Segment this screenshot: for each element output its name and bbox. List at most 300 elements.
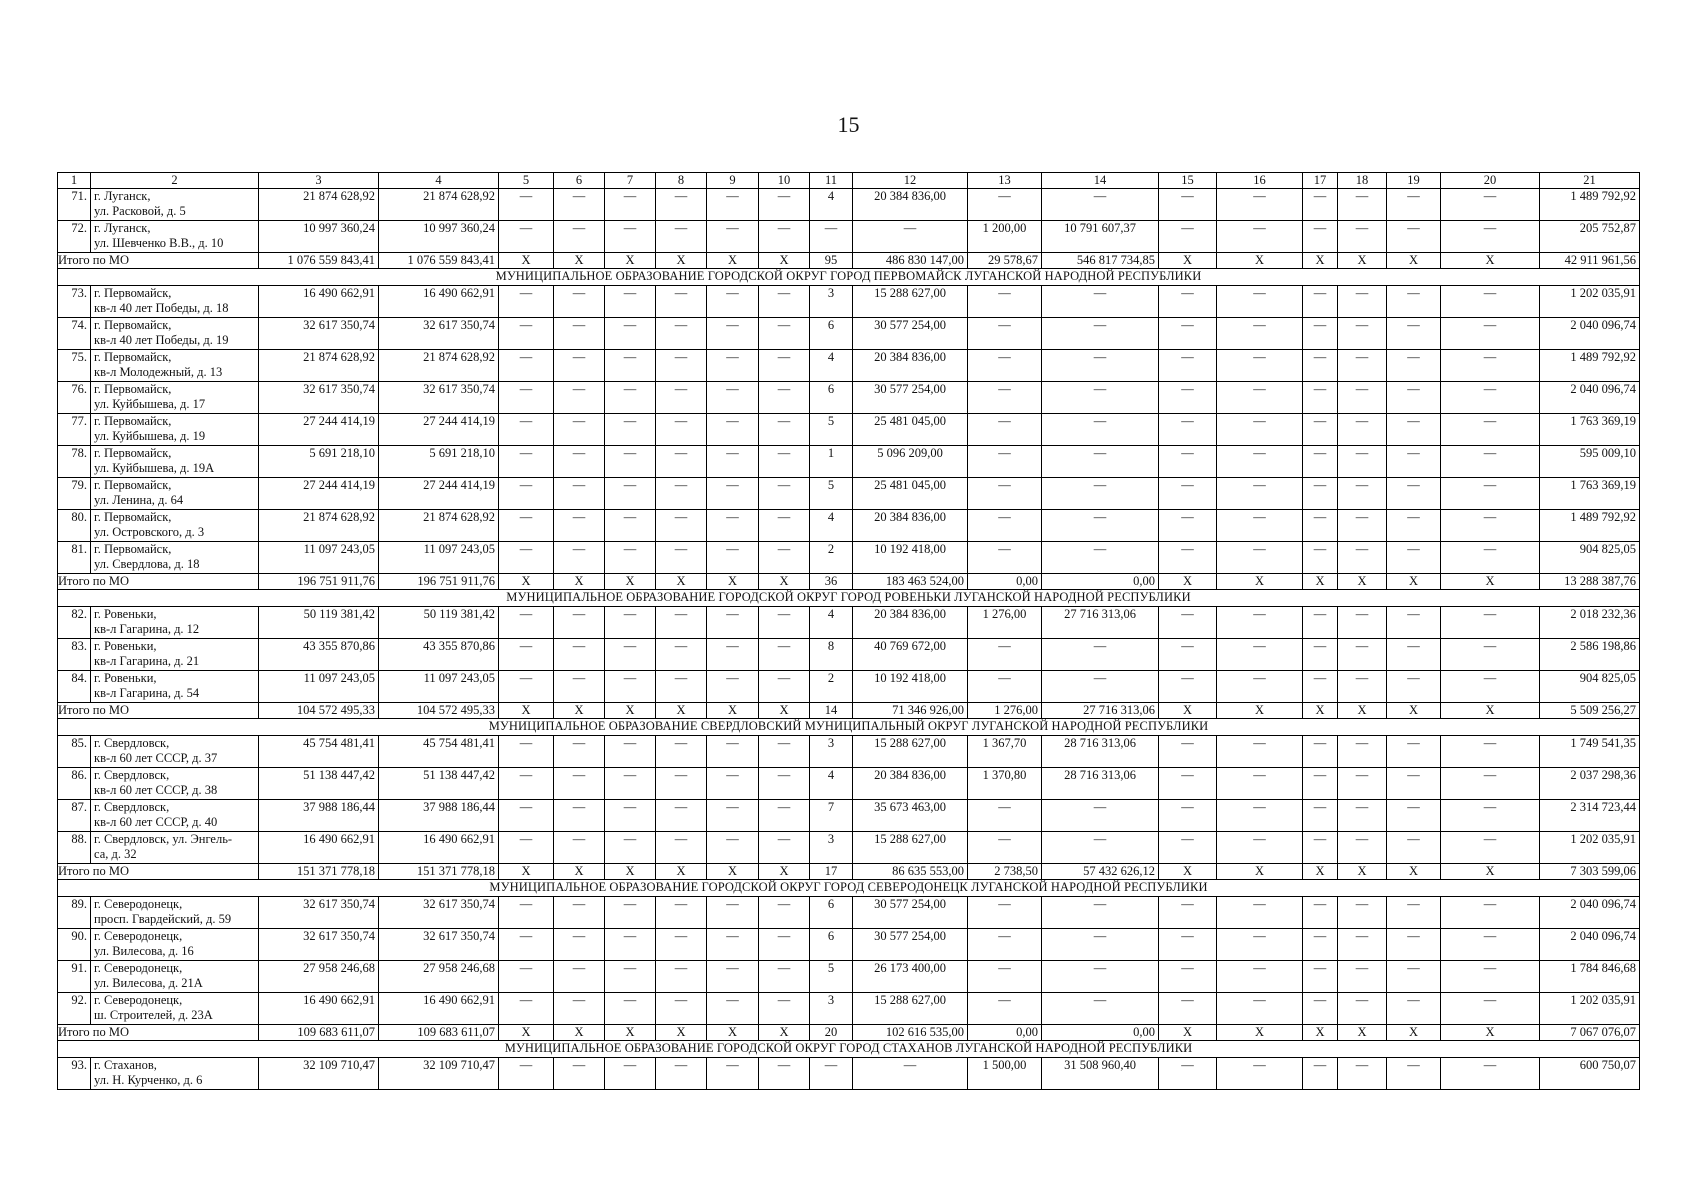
cell-col-19: — (1387, 929, 1441, 961)
address-line: ул. Вилесова, д. 16 (94, 944, 194, 958)
cell-col-8: — (656, 768, 707, 800)
address-line: кв-л 40 лет Победы, д. 19 (94, 333, 229, 347)
cell-col-14: — (1042, 286, 1159, 318)
cell-col-15: — (1159, 414, 1217, 446)
address-cell (91, 768, 259, 800)
row-number: 87. (58, 800, 91, 832)
cell-col-19: X (1387, 864, 1441, 880)
cell-col-13: 1 370,80 (968, 768, 1042, 800)
cell-col-13: 0,00 (968, 1025, 1042, 1041)
cell-col-15: — (1159, 607, 1217, 639)
cell-col-3: 10 997 360,24 (259, 221, 379, 253)
cell-col-3: 45 754 481,41 (259, 736, 379, 768)
cell-col-15: — (1159, 510, 1217, 542)
cell-col-11: 3 (810, 286, 853, 318)
cell-col-10: — (759, 478, 810, 510)
row-number: 76. (58, 382, 91, 414)
cell-col-16: — (1217, 671, 1303, 703)
total-label: Итого по МО (58, 864, 259, 880)
address-cell (91, 607, 259, 639)
cell-col-21: 2 040 096,74 (1540, 382, 1640, 414)
cell-col-19: — (1387, 350, 1441, 382)
cell-col-15: X (1159, 574, 1217, 590)
cell-col-13: — (968, 446, 1042, 478)
cell-col-21: 1 489 792,92 (1540, 510, 1640, 542)
row-number: 72. (58, 221, 91, 253)
cell-col-14: — (1042, 350, 1159, 382)
cell-col-21: 2 018 232,36 (1540, 607, 1640, 639)
cell-col-4: 27 958 246,68 (379, 961, 499, 993)
cell-col-9: — (707, 639, 759, 671)
cell-col-15: — (1159, 768, 1217, 800)
row-number: 82. (58, 607, 91, 639)
cell-col-19: — (1387, 318, 1441, 350)
column-number-10: 10 (759, 173, 810, 189)
column-number-13: 13 (968, 173, 1042, 189)
cell-col-12: 15 288 627,00 (853, 993, 968, 1025)
column-number-9: 9 (707, 173, 759, 189)
cell-col-4: 5 691 218,10 (379, 446, 499, 478)
cell-col-17: — (1303, 542, 1338, 574)
cell-col-13: 1 500,00 (968, 1058, 1042, 1090)
cell-col-16: — (1217, 221, 1303, 253)
column-number-8: 8 (656, 173, 707, 189)
cell-col-21: 42 911 961,56 (1540, 253, 1640, 269)
cell-col-18: — (1338, 382, 1387, 414)
address-line: кв-л Молодежный, д. 13 (94, 365, 223, 379)
cell-col-6: X (554, 864, 605, 880)
cell-col-13: 1 200,00 (968, 221, 1042, 253)
cell-col-18: X (1338, 864, 1387, 880)
column-number-1: 1 (58, 173, 91, 189)
cell-col-18: — (1338, 800, 1387, 832)
cell-col-13: — (968, 350, 1042, 382)
cell-col-10: — (759, 542, 810, 574)
cell-col-5: X (499, 864, 554, 880)
cell-col-18: — (1338, 510, 1387, 542)
address-line: г. Первомайск, (94, 510, 172, 524)
cell-col-8: — (656, 607, 707, 639)
cell-col-3: 32 109 710,47 (259, 1058, 379, 1090)
cell-col-4: 21 874 628,92 (379, 350, 499, 382)
cell-col-14: — (1042, 510, 1159, 542)
cell-col-8: — (656, 510, 707, 542)
cell-col-19: X (1387, 253, 1441, 269)
address-cell (91, 221, 259, 253)
cell-col-15: — (1159, 1058, 1217, 1090)
table-row (58, 736, 1640, 768)
cell-col-14: — (1042, 993, 1159, 1025)
cell-col-8: — (656, 478, 707, 510)
cell-col-21: 13 288 387,76 (1540, 574, 1640, 590)
cell-col-3: 11 097 243,05 (259, 671, 379, 703)
row-number: 89. (58, 897, 91, 929)
address-line: г. Ровеньки, (94, 639, 157, 653)
cell-col-18: — (1338, 286, 1387, 318)
cell-col-17: — (1303, 736, 1338, 768)
cell-col-21: 2 040 096,74 (1540, 929, 1640, 961)
cell-col-6: — (554, 736, 605, 768)
cell-col-16: X (1217, 864, 1303, 880)
total-row (58, 253, 1640, 269)
cell-col-8: — (656, 446, 707, 478)
cell-col-7: — (605, 286, 656, 318)
cell-col-5: X (499, 253, 554, 269)
cell-col-19: X (1387, 703, 1441, 719)
cell-col-21: 1 489 792,92 (1540, 189, 1640, 221)
cell-col-5: — (499, 897, 554, 929)
cell-col-17: — (1303, 607, 1338, 639)
cell-col-10: — (759, 639, 810, 671)
cell-col-13: — (968, 286, 1042, 318)
cell-col-9: — (707, 961, 759, 993)
cell-col-11: 8 (810, 639, 853, 671)
cell-col-18: — (1338, 414, 1387, 446)
cell-col-7: — (605, 221, 656, 253)
address-line: г. Первомайск, (94, 286, 172, 300)
cell-col-11: 4 (810, 189, 853, 221)
cell-col-10: — (759, 350, 810, 382)
cell-col-12: 30 577 254,00 (853, 318, 968, 350)
cell-col-17: — (1303, 221, 1338, 253)
cell-col-12: — (853, 221, 968, 253)
cell-col-11: 20 (810, 1025, 853, 1041)
cell-col-21: 1 763 369,19 (1540, 478, 1640, 510)
cell-col-5: — (499, 1058, 554, 1090)
cell-col-12: 20 384 836,00 (853, 768, 968, 800)
table-body (58, 189, 1640, 1090)
cell-col-10: — (759, 832, 810, 864)
cell-col-20: X (1441, 253, 1540, 269)
cell-col-9: — (707, 929, 759, 961)
cell-col-19: — (1387, 639, 1441, 671)
cell-col-11: 4 (810, 350, 853, 382)
cell-col-3: 21 874 628,92 (259, 189, 379, 221)
cell-col-20: — (1441, 446, 1540, 478)
cell-col-15: — (1159, 189, 1217, 221)
section-heading: МУНИЦИПАЛЬНОЕ ОБРАЗОВАНИЕ ГОРОДСКОЙ ОКРУГ ГОРОД СТАХАНОВ ЛУГАНСКОЙ НАРОДНОЙ РЕСПУБЛИКИ (58, 1041, 1640, 1058)
address-line: ул. Свердлова, д. 18 (94, 557, 200, 571)
cell-col-20: X (1441, 1025, 1540, 1041)
row-number: 90. (58, 929, 91, 961)
cell-col-9: — (707, 446, 759, 478)
column-number-row (58, 173, 1640, 189)
cell-col-8: — (656, 671, 707, 703)
cell-col-5: — (499, 832, 554, 864)
cell-col-7: X (605, 1025, 656, 1041)
cell-col-19: — (1387, 510, 1441, 542)
cell-col-6: — (554, 961, 605, 993)
cell-col-10: X (759, 864, 810, 880)
cell-col-13: 1 276,00 (968, 703, 1042, 719)
table-row (58, 478, 1640, 510)
cell-col-5: — (499, 414, 554, 446)
cell-col-18: X (1338, 253, 1387, 269)
cell-col-9: — (707, 671, 759, 703)
cell-col-12: 15 288 627,00 (853, 286, 968, 318)
cell-col-18: — (1338, 318, 1387, 350)
address-cell (91, 993, 259, 1025)
total-label: Итого по МО (58, 703, 259, 719)
table-row (58, 414, 1640, 446)
section-heading: МУНИЦИПАЛЬНОЕ ОБРАЗОВАНИЕ ГОРОДСКОЙ ОКРУГ ГОРОД РОВЕНЬКИ ЛУГАНСКОЙ НАРОДНОЙ РЕСПУБЛИКИ (58, 590, 1640, 607)
cell-col-20: — (1441, 478, 1540, 510)
cell-col-19: — (1387, 800, 1441, 832)
cell-col-8: X (656, 253, 707, 269)
cell-col-13: 0,00 (968, 574, 1042, 590)
cell-col-21: 2 040 096,74 (1540, 318, 1640, 350)
cell-col-10: — (759, 286, 810, 318)
column-number-16: 16 (1217, 173, 1303, 189)
cell-col-8: — (656, 318, 707, 350)
cell-col-6: — (554, 639, 605, 671)
cell-col-4: 32 617 350,74 (379, 382, 499, 414)
cell-col-15: — (1159, 318, 1217, 350)
cell-col-15: — (1159, 221, 1217, 253)
cell-col-10: — (759, 221, 810, 253)
row-number: 83. (58, 639, 91, 671)
cell-col-20: — (1441, 510, 1540, 542)
table-row (58, 832, 1640, 864)
cell-col-19: — (1387, 414, 1441, 446)
cell-col-10: — (759, 607, 810, 639)
table-row (58, 350, 1640, 382)
cell-col-5: — (499, 542, 554, 574)
cell-col-16: — (1217, 639, 1303, 671)
cell-col-5: — (499, 961, 554, 993)
cell-col-11: 3 (810, 832, 853, 864)
cell-col-15: — (1159, 350, 1217, 382)
cell-col-7: — (605, 1058, 656, 1090)
cell-col-11: — (810, 1058, 853, 1090)
cell-col-16: — (1217, 929, 1303, 961)
cell-col-5: — (499, 221, 554, 253)
cell-col-19: — (1387, 897, 1441, 929)
cell-col-19: — (1387, 478, 1441, 510)
cell-col-16: — (1217, 350, 1303, 382)
address-cell (91, 478, 259, 510)
cell-col-17: — (1303, 382, 1338, 414)
cell-col-15: — (1159, 993, 1217, 1025)
total-label: Итого по МО (58, 1025, 259, 1041)
cell-col-3: 27 244 414,19 (259, 478, 379, 510)
cell-col-12: 20 384 836,00 (853, 350, 968, 382)
address-cell (91, 414, 259, 446)
address-cell (91, 382, 259, 414)
cell-col-7: X (605, 253, 656, 269)
cell-col-14: — (1042, 929, 1159, 961)
cell-col-17: — (1303, 318, 1338, 350)
cell-col-9: — (707, 993, 759, 1025)
address-line: ул. Вилесова, д. 21А (94, 976, 203, 990)
cell-col-19: — (1387, 671, 1441, 703)
cell-col-16: — (1217, 542, 1303, 574)
cell-col-14: 10 791 607,37 (1042, 221, 1159, 253)
address-line: г. Первомайск, (94, 350, 172, 364)
cell-col-15: — (1159, 961, 1217, 993)
cell-col-18: X (1338, 703, 1387, 719)
cell-col-5: — (499, 929, 554, 961)
cell-col-21: 5 509 256,27 (1540, 703, 1640, 719)
cell-col-15: X (1159, 703, 1217, 719)
cell-col-14: — (1042, 414, 1159, 446)
cell-col-12: 20 384 836,00 (853, 607, 968, 639)
cell-col-18: — (1338, 736, 1387, 768)
cell-col-15: — (1159, 736, 1217, 768)
cell-col-15: — (1159, 897, 1217, 929)
cell-col-19: — (1387, 542, 1441, 574)
cell-col-5: — (499, 382, 554, 414)
cell-col-13: — (968, 897, 1042, 929)
cell-col-4: 45 754 481,41 (379, 736, 499, 768)
cell-col-16: — (1217, 286, 1303, 318)
cell-col-10: — (759, 414, 810, 446)
table-row (58, 929, 1640, 961)
cell-col-5: X (499, 1025, 554, 1041)
cell-col-21: 2 314 723,44 (1540, 800, 1640, 832)
section-heading-row (58, 1041, 1640, 1058)
cell-col-5: — (499, 350, 554, 382)
address-line: г. Свердловск, (94, 736, 170, 750)
cell-col-20: — (1441, 768, 1540, 800)
cell-col-8: X (656, 1025, 707, 1041)
table-row (58, 639, 1640, 671)
address-cell (91, 897, 259, 929)
cell-col-15: — (1159, 286, 1217, 318)
column-number-11: 11 (810, 173, 853, 189)
cell-col-18: — (1338, 478, 1387, 510)
address-line: кв-л Гагарина, д. 12 (94, 622, 200, 636)
cell-col-16: — (1217, 768, 1303, 800)
cell-col-13: — (968, 800, 1042, 832)
cell-col-14: — (1042, 478, 1159, 510)
cell-col-3: 16 490 662,91 (259, 832, 379, 864)
cell-col-12: — (853, 1058, 968, 1090)
cell-col-9: — (707, 414, 759, 446)
row-number: 78. (58, 446, 91, 478)
cell-col-11: 6 (810, 318, 853, 350)
cell-col-17: — (1303, 286, 1338, 318)
cell-col-20: — (1441, 736, 1540, 768)
row-number: 86. (58, 768, 91, 800)
section-heading-row (58, 590, 1640, 607)
cell-col-14: — (1042, 671, 1159, 703)
cell-col-20: — (1441, 318, 1540, 350)
row-number: 74. (58, 318, 91, 350)
address-cell (91, 286, 259, 318)
cell-col-7: — (605, 929, 656, 961)
cell-col-5: — (499, 607, 554, 639)
address-cell (91, 318, 259, 350)
section-heading: МУНИЦИПАЛЬНОЕ ОБРАЗОВАНИЕ СВЕРДЛОВСКИЙ МУНИЦИПАЛЬНЫЙ ОКРУГ ЛУГАНСКОЙ НАРОДНОЙ РЕСПУБЛИКИ (58, 719, 1640, 736)
cell-col-6: X (554, 1025, 605, 1041)
cell-col-10: X (759, 253, 810, 269)
cell-col-7: — (605, 189, 656, 221)
cell-col-6: — (554, 897, 605, 929)
address-cell (91, 832, 259, 864)
cell-col-3: 16 490 662,91 (259, 993, 379, 1025)
cell-col-18: — (1338, 350, 1387, 382)
cell-col-8: X (656, 864, 707, 880)
cell-col-20: — (1441, 832, 1540, 864)
cell-col-8: — (656, 993, 707, 1025)
address-line: г. Северодонецк, (94, 929, 183, 943)
cell-col-21: 1 202 035,91 (1540, 286, 1640, 318)
cell-col-6: — (554, 446, 605, 478)
row-number: 75. (58, 350, 91, 382)
cell-col-12: 20 384 836,00 (853, 510, 968, 542)
cell-col-4: 32 617 350,74 (379, 318, 499, 350)
cell-col-3: 196 751 911,76 (259, 574, 379, 590)
cell-col-15: — (1159, 671, 1217, 703)
cell-col-4: 16 490 662,91 (379, 286, 499, 318)
cell-col-4: 11 097 243,05 (379, 542, 499, 574)
column-number-5: 5 (499, 173, 554, 189)
cell-col-5: — (499, 446, 554, 478)
cell-col-6: X (554, 253, 605, 269)
cell-col-17: X (1303, 253, 1338, 269)
cell-col-8: — (656, 350, 707, 382)
address-line: са, д. 32 (94, 847, 137, 861)
cell-col-21: 1 749 541,35 (1540, 736, 1640, 768)
cell-col-6: — (554, 510, 605, 542)
cell-col-20: X (1441, 703, 1540, 719)
address-line: ул. Куйбышева, д. 19А (94, 461, 215, 475)
column-number-2: 2 (91, 173, 259, 189)
table-row (58, 221, 1640, 253)
address-line: ш. Строителей, д. 23А (94, 1008, 213, 1022)
cell-col-14: — (1042, 318, 1159, 350)
cell-col-18: — (1338, 929, 1387, 961)
cell-col-15: X (1159, 864, 1217, 880)
cell-col-7: — (605, 318, 656, 350)
total-row (58, 574, 1640, 590)
total-row (58, 1025, 1640, 1041)
cell-col-17: — (1303, 478, 1338, 510)
cell-col-11: 17 (810, 864, 853, 880)
cell-col-17: — (1303, 897, 1338, 929)
cell-col-21: 1 763 369,19 (1540, 414, 1640, 446)
column-number-3: 3 (259, 173, 379, 189)
table-row (58, 1058, 1640, 1090)
cell-col-13: 1 276,00 (968, 607, 1042, 639)
column-number-7: 7 (605, 173, 656, 189)
column-number-12: 12 (853, 173, 968, 189)
column-number-21: 21 (1540, 173, 1640, 189)
cell-col-7: — (605, 800, 656, 832)
cell-col-15: X (1159, 253, 1217, 269)
cell-col-6: — (554, 800, 605, 832)
address-line: кв-л 40 лет Победы, д. 18 (94, 301, 229, 315)
table-row (58, 993, 1640, 1025)
cell-col-9: — (707, 832, 759, 864)
cell-col-12: 20 384 836,00 (853, 189, 968, 221)
cell-col-19: X (1387, 574, 1441, 590)
address-line: ул. Островского, д. 3 (94, 525, 205, 539)
column-number-6: 6 (554, 173, 605, 189)
address-line: ул. Ленина, д. 64 (94, 493, 184, 507)
cell-col-17: — (1303, 800, 1338, 832)
cell-col-6: — (554, 1058, 605, 1090)
cell-col-11: 5 (810, 478, 853, 510)
table-row (58, 189, 1640, 221)
cell-col-16: — (1217, 961, 1303, 993)
address-line: г. Стаханов, (94, 1058, 157, 1072)
address-cell (91, 1058, 259, 1090)
table-row (58, 510, 1640, 542)
cell-col-10: X (759, 1025, 810, 1041)
cell-col-9: — (707, 768, 759, 800)
